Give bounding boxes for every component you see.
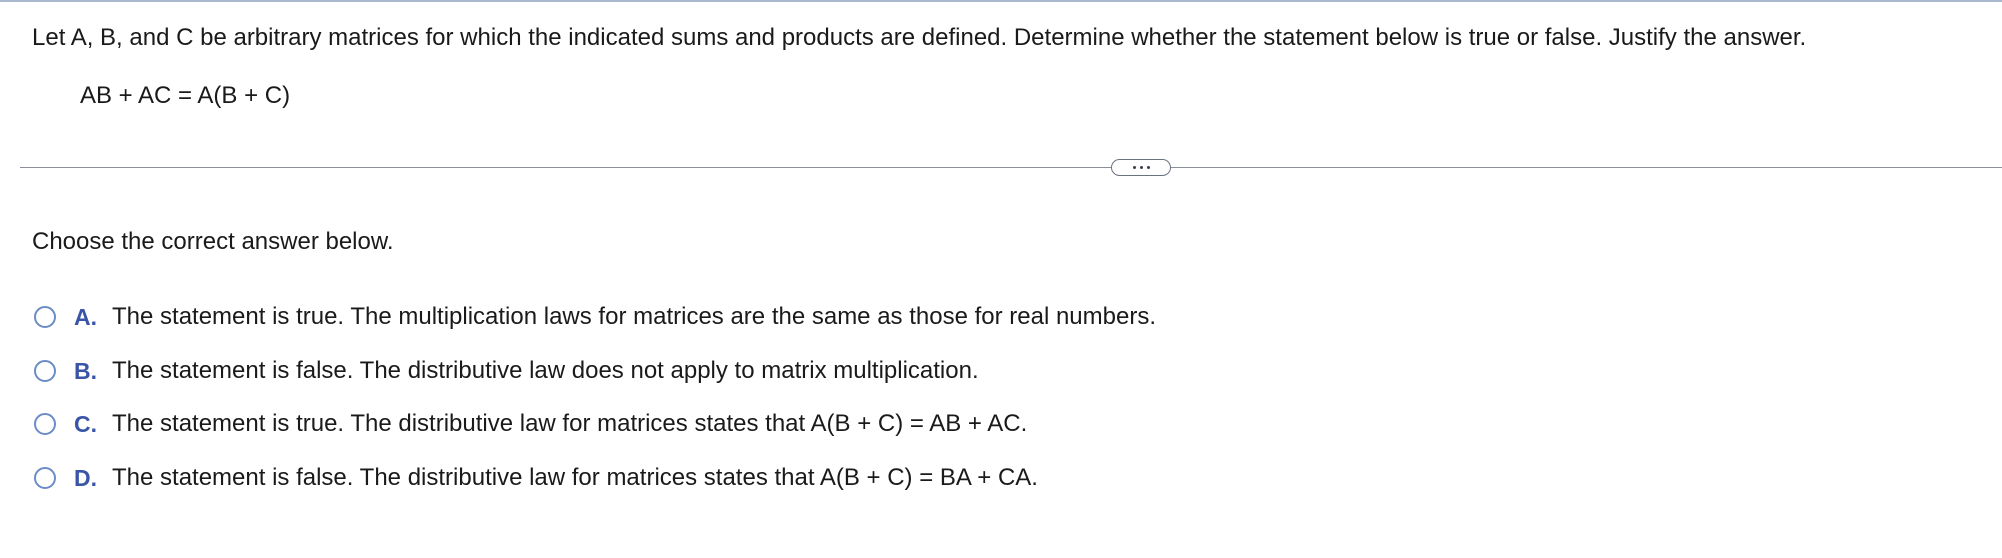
ellipsis-icon-dot	[1147, 166, 1150, 169]
expand-more-button[interactable]	[1111, 159, 1171, 176]
option-text: The statement is false. The distributive law for matrices states that A(B + C) = BA + CA.	[112, 464, 1038, 491]
option-d[interactable]	[34, 461, 1038, 495]
option-letter: D.	[74, 464, 97, 491]
option-letter: C.	[74, 410, 97, 437]
statement-text: AB + AC = A(B + C)	[80, 82, 291, 109]
section-divider	[20, 167, 2002, 168]
radio-button[interactable]	[34, 413, 56, 435]
ellipsis-icon-dot	[1140, 166, 1143, 169]
radio-button[interactable]	[34, 306, 56, 328]
option-a[interactable]	[34, 300, 1156, 334]
top-rule	[0, 0, 2002, 2]
option-text: The statement is true. The distributive law for matrices states that A(B + C) = AB + AC.	[112, 410, 1028, 437]
ellipsis-icon-dot	[1133, 166, 1136, 169]
option-letter: A.	[74, 303, 97, 330]
answer-prompt: Choose the correct answer below.	[32, 228, 394, 255]
radio-button[interactable]	[34, 467, 56, 489]
option-letter: B.	[74, 357, 97, 384]
question-text: Let A, B, and C be arbitrary matrices for which the indicated sums and products are defined. Determine whether the statement below is true or false. Justify the answer.	[32, 24, 1807, 51]
option-c[interactable]	[34, 407, 1027, 441]
option-text: The statement is false. The distributive law does not apply to matrix multiplication.	[112, 357, 979, 384]
radio-button[interactable]	[34, 360, 56, 382]
option-b[interactable]	[34, 354, 979, 388]
option-text: The statement is true. The multiplication laws for matrices are the same as those for real numbers.	[112, 303, 1156, 330]
